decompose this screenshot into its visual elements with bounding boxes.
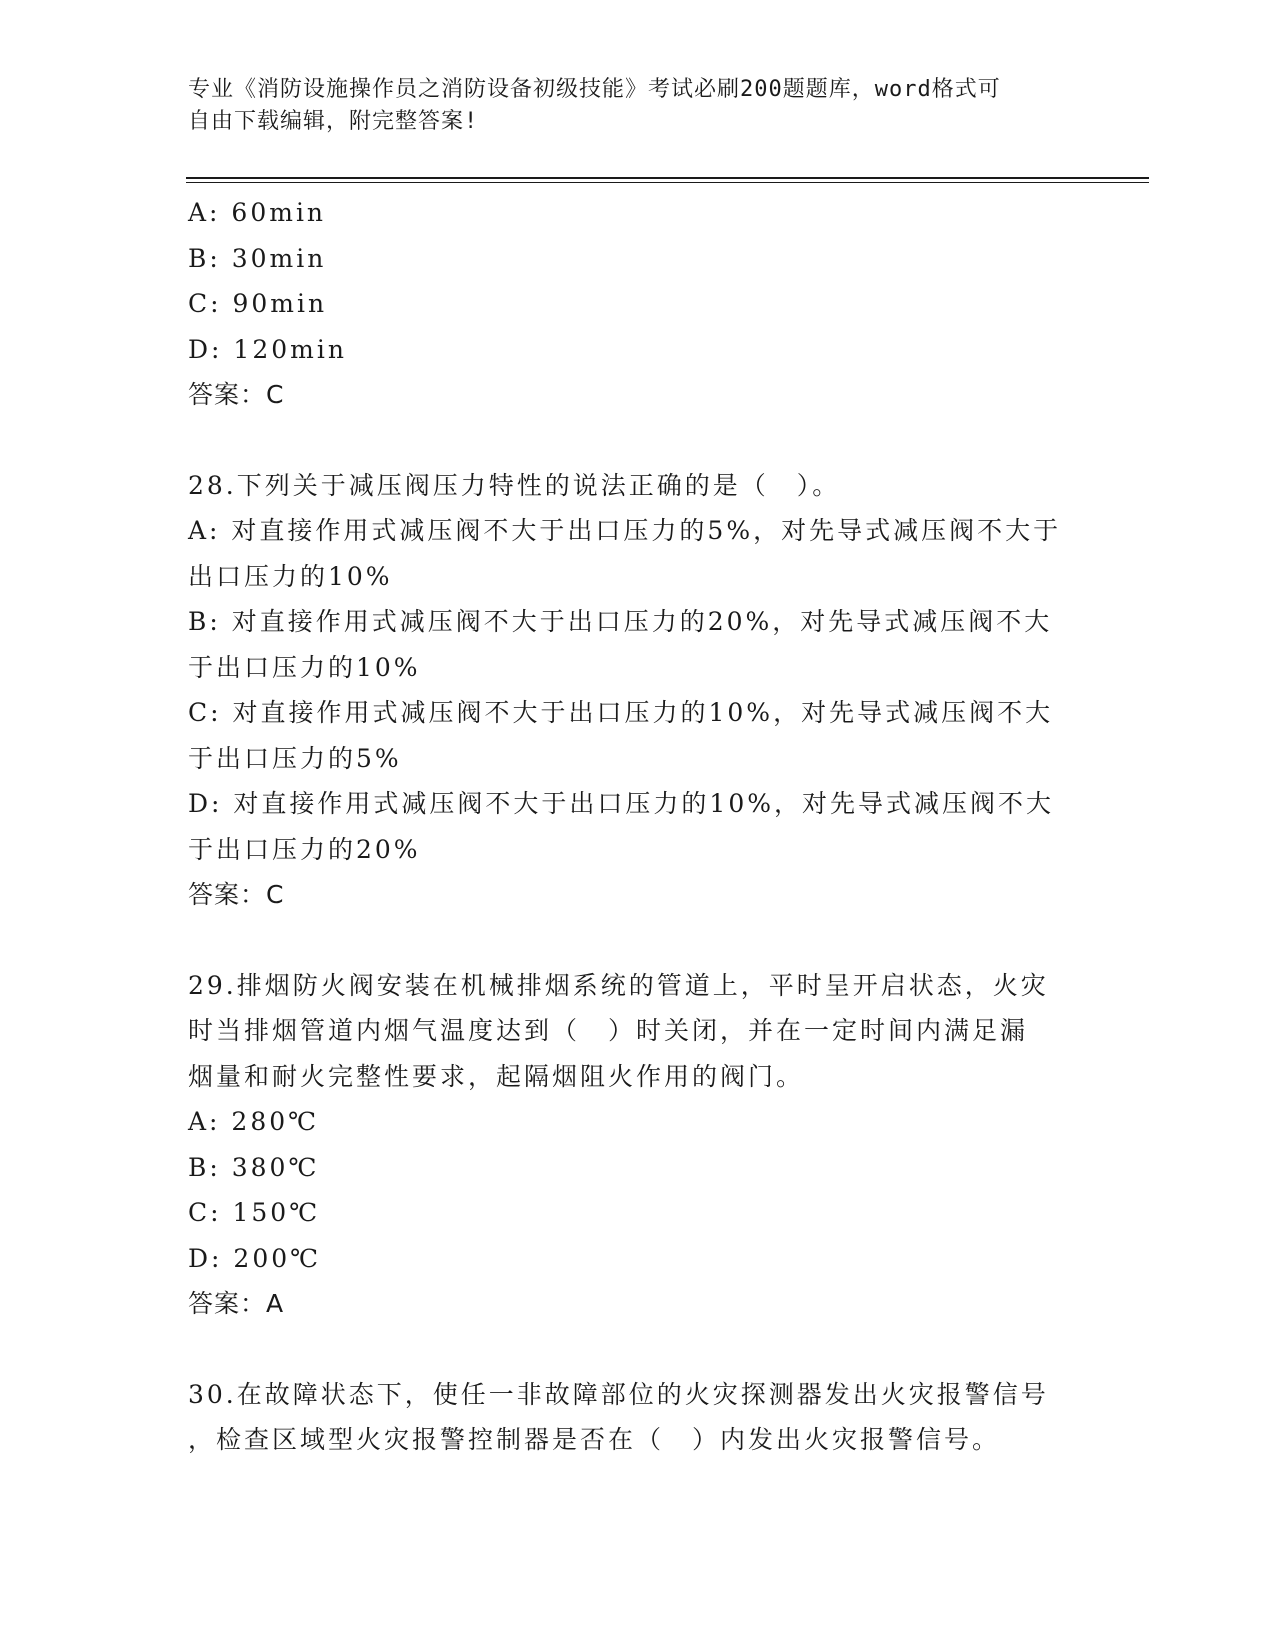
option-a: A: 280℃: [188, 1107, 320, 1136]
header-rule-thick: [186, 177, 1149, 179]
option-d: D: 对直接作用式减压阀不大于出口压力的10%，对先导式减压阀不大: [188, 789, 1054, 818]
option-d-continued: 于出口压力的20%: [188, 834, 421, 864]
option-d: D: 200℃: [188, 1243, 322, 1273]
option-c: C: 对直接作用式减压阀不大于出口压力的10%，对先导式减压阀不大: [188, 698, 1054, 727]
option-b: B: 30min: [188, 243, 327, 273]
option-a: A: 60min: [188, 198, 327, 227]
question-stem-line-3: 烟量和耐火完整性要求，起隔烟阻火作用的阀门。: [188, 1061, 805, 1091]
header-rule-thin: [186, 182, 1149, 183]
question-28: [188, 463, 1088, 918]
question-29: [188, 963, 1088, 1327]
option-a: A: 对直接作用式减压阀不大于出口压力的5%，对先导式减压阀不大于: [188, 516, 1062, 545]
question-stem-line-2: 时当排烟管道内烟气温度达到（ ）时关闭，并在一定时间内满足漏: [188, 1016, 1029, 1045]
option-b: B: 380℃: [188, 1152, 320, 1182]
question-stem-line-2: ，检查区域型火灾报警控制器是否在（ ）内发出火灾报警信号。: [188, 1425, 1001, 1454]
question-stem: 28.下列关于减压阀压力特性的说法正确的是（ ）。: [188, 470, 841, 500]
document-header: [188, 74, 1068, 138]
question-stem-line-1: 29.排烟防火阀安装在机械排烟系统的管道上，平时呈开启状态，火灾: [188, 970, 1049, 1000]
header-line-1: 专业《消防设施操作员之消防设备初级技能》考试必刷200题题库，word格式可: [188, 77, 1001, 102]
option-c: C: 90min: [188, 289, 328, 318]
spacer: [188, 1327, 1088, 1372]
header-line-2: 自由下载编辑，附完整答案!: [188, 109, 479, 134]
question-27: [188, 190, 1088, 418]
answer: 答案：C: [188, 880, 285, 909]
option-a-continued: 出口压力的10%: [188, 561, 393, 591]
option-b-continued: 于出口压力的10%: [188, 652, 421, 682]
option-b: B: 对直接作用式减压阀不大于出口压力的20%，对先导式减压阀不大: [188, 607, 1053, 636]
question-30: [188, 1372, 1088, 1463]
option-c: C: 150℃: [188, 1198, 321, 1227]
option-d: D: 120min: [188, 334, 347, 364]
answer: 答案：A: [188, 1289, 285, 1318]
spacer: [188, 918, 1088, 963]
spacer: [188, 418, 1088, 463]
question-stem-line-1: 30.在故障状态下，使任一非故障部位的火灾探测器发出火灾报警信号: [188, 1379, 1049, 1409]
option-c-continued: 于出口压力的5%: [188, 743, 402, 773]
question-content: [188, 190, 1088, 1463]
answer: 答案：C: [188, 380, 285, 409]
